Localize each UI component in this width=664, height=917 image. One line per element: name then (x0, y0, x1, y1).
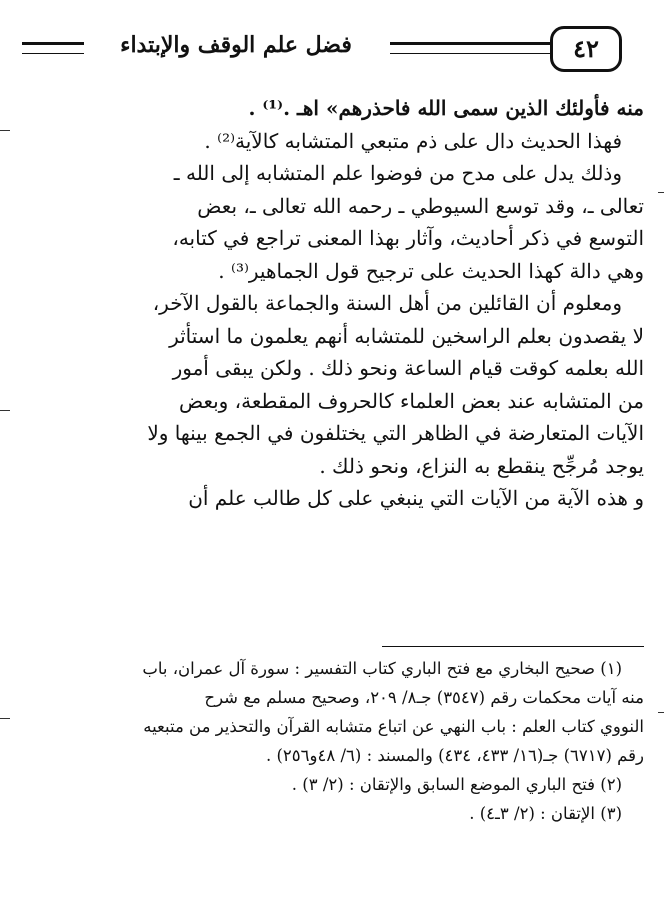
main-text (40, 92, 644, 515)
footnote-line: (١) صحيح البخاري مع فتح الباري كتاب التفسير : سورة آل عمران، باب (142, 659, 622, 678)
text-line: من المتشابه عند بعض العلماء كالحروف المقطعة، وبعض (178, 388, 644, 413)
footnotes (40, 654, 644, 828)
text-line: الله بعلمه كوقت قيام الساعة ونحو ذلك . ولكن يبقى أمور (172, 356, 644, 380)
text-line: التوسع في ذكر أحاديث، وآثار بهذا المعنى تراجع في كتابه، (172, 226, 644, 250)
text-line: تعالى ـ، وقد توسع السيوطي ـ رحمه الله تعالى ـ، بعض (197, 193, 644, 218)
text-line: يوجد مُرجِّح ينقطع به النزاع، ونحو ذلك . (319, 453, 644, 478)
running-header (22, 26, 642, 68)
text-line: وهي دالة كهذا الحديث على ترجيح قول الجماهير⁽³⁾ . (218, 258, 644, 283)
footnote-line: منه آيات محكمات رقم (٣٥٤٧) جـ٨/ ٢٠٩، وصحيح مسلم مع شرح (204, 688, 644, 707)
margin-mark (0, 410, 10, 411)
header-rule-left (22, 42, 84, 54)
footnote-line: (٢) فتح الباري الموضع السابق والإتقان : (٢/ ٣) . (291, 775, 622, 794)
footnote-line: (٣) الإتقان : (٢/ ٣ـ٤) . (469, 804, 622, 823)
text-line: ومعلوم أن القائلين من أهل السنة والجماعة بالقول الآخر، (152, 291, 622, 315)
footnote-line: رقم (٦٧١٧) جـ(١٦/ ٤٣٣، ٤٣٤) والمسند : (٦/ ٤٨و٢٥٦) . (265, 746, 644, 765)
text-line: لا يقصدون بعلم الراسخين للمتشابه أنهم يعلمون ما استأثر (169, 323, 644, 348)
text-line: وذلك يدل على مدح من فوضوا علم المتشابه إلى الله ـ (173, 161, 622, 185)
margin-mark (658, 192, 664, 193)
margin-mark (0, 718, 10, 719)
footnote-separator (382, 646, 644, 647)
text-line: و هذه الآية من الآيات التي ينبغي على كل طالب علم أن (188, 486, 644, 510)
text-line: الآيات المتعارضة في الظاهر التي يختلفون في الجمع بينها ولا (147, 421, 644, 445)
page-number: ٤٢ (550, 26, 622, 72)
margin-mark (658, 712, 664, 713)
text-line: منه فأولئك الذين سمى الله فاحذرهم» اهـ .⁽¹⁾ . (248, 96, 644, 120)
header-title: فضل علم الوقف والإبتداء (86, 30, 386, 60)
text-line: فهذا الحديث دال على ذم متبعي المتشابه كالآية⁽²⁾ . (204, 128, 622, 153)
header-rule-right (390, 42, 552, 54)
footnote-line: النووي كتاب العلم : باب النهي عن اتباع متشابه القرآن والتحذير من متبعيه (143, 717, 644, 736)
margin-mark (0, 130, 10, 131)
